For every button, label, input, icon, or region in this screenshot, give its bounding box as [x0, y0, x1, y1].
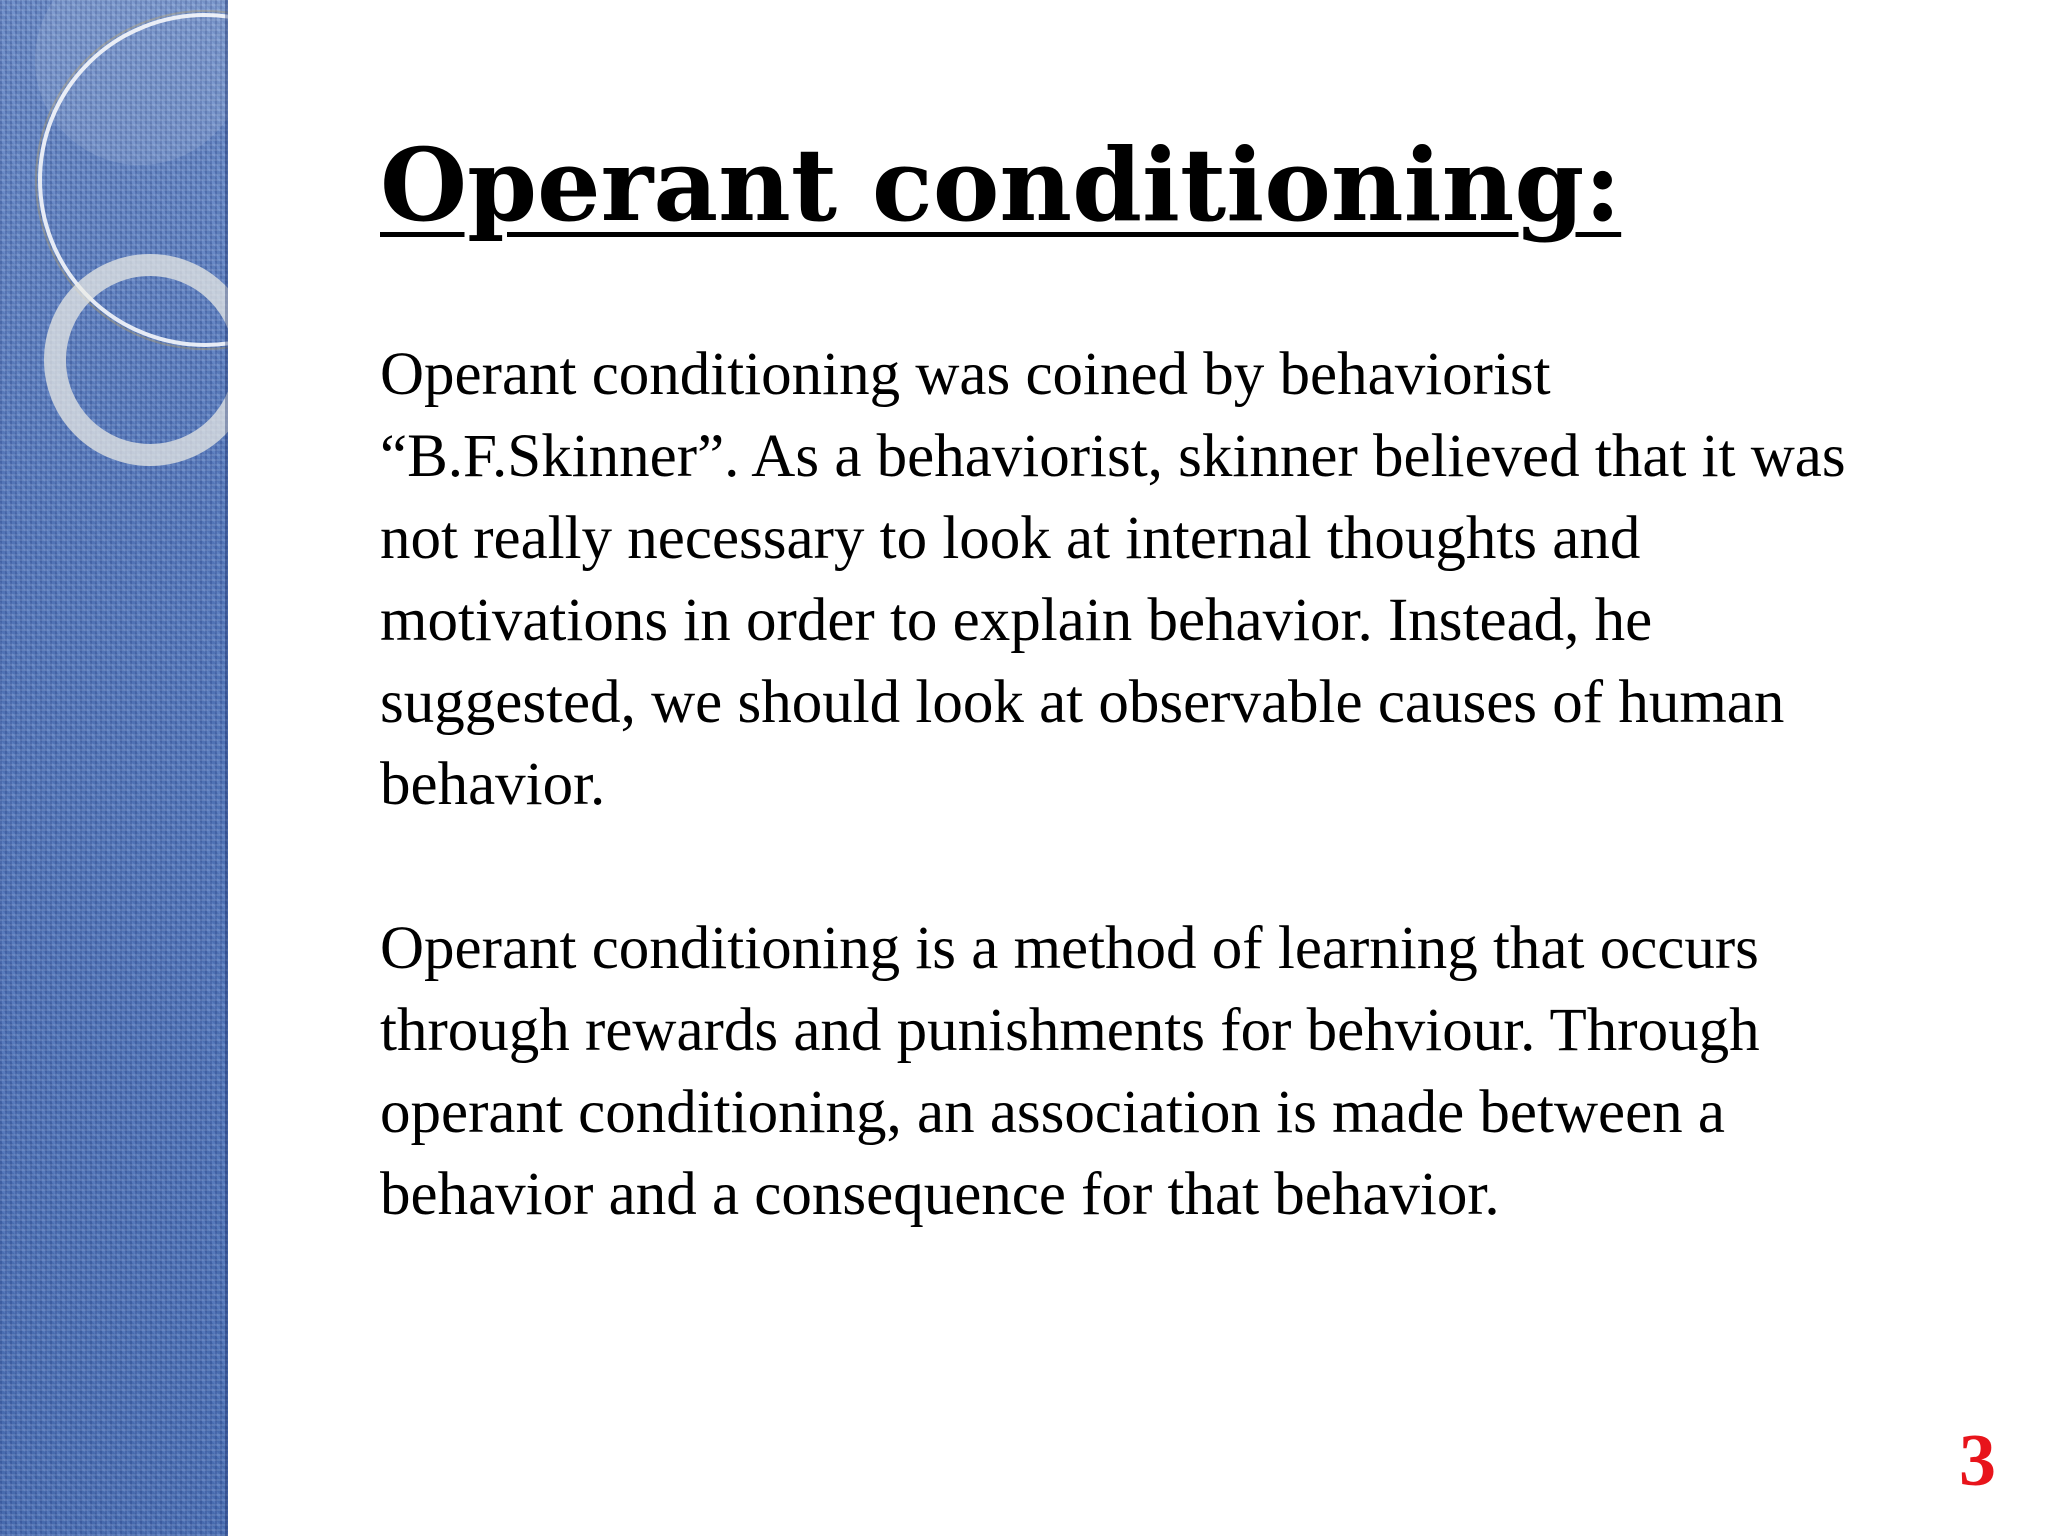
slide-title: Operant conditioning: [380, 126, 1622, 244]
decorative-rings-icon [0, 0, 228, 520]
page-number: 3 [1959, 1420, 1996, 1502]
paragraph-learning-method: Operant conditioning is a method of learning that occurs through rewards and punishments for behviour. Through operant conditioning, an association is made between a behavior and a consequence for that behavior. [380, 915, 1760, 1228]
paragraph-definition-origin: Operant conditioning was coined by behaviorist “B.F.Skinner”. As a behaviorist, skinner believed that it was not really necessary to look at internal thoughts and motivations in order to explain behavior. Instead, he suggested, we should look at observable causes of human behavior. [380, 341, 1846, 818]
textured-side-strip [0, 0, 228, 1536]
